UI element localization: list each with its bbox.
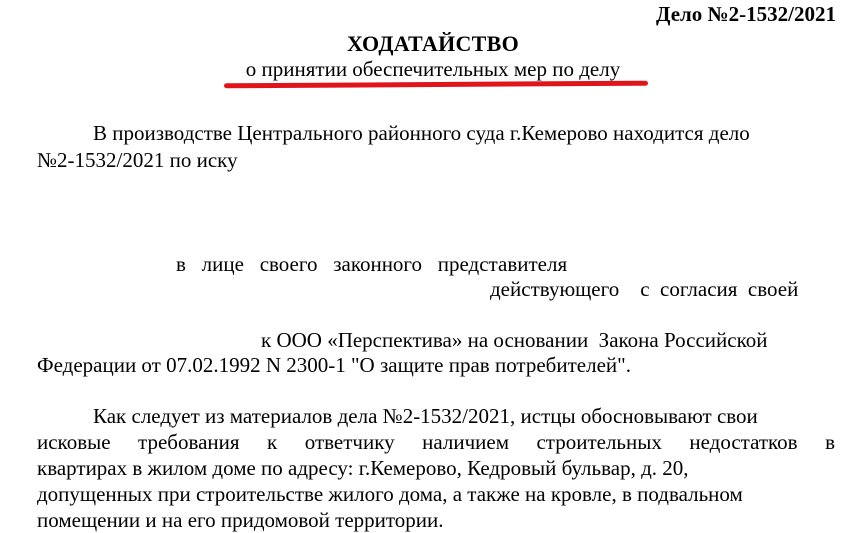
paragraph-3-line-2: Федерации от 07.02.1992 N 2300-1 "О защите прав потребителей". [37, 353, 631, 377]
paragraph-1-line-1: В производстве Центрального районного суда г.Кемерово находится дело [93, 121, 750, 145]
paragraph-4-line-3: квартирах в жилом доме по адресу: г.Кемерово, Кедровый бульвар, д. 20, [37, 456, 689, 480]
paragraph-2-line-2: действующего с согласия своей [490, 277, 799, 301]
paragraph-4-line-5: помещении и на его придомовой территории. [37, 508, 444, 532]
document-title: ХОДАТАЙСТВО [346, 31, 520, 56]
paragraph-3-line-1: к ООО «Перспектива» на основании Закона Российской [261, 328, 768, 352]
paragraph-4-line-1: Как следует из материалов дела №2-1532/2021, истцы обосновывают свои [93, 404, 758, 428]
case-number: Дело №2-1532/2021 [656, 2, 836, 26]
paragraph-4-line-4: допущенных при строительстве жилого дома, а также на кровле, в подвальном [37, 482, 743, 506]
paragraph-4-line-2: исковые требования к ответчику наличием строительных недостатков в [37, 430, 835, 454]
red-underline-annotation [224, 81, 648, 89]
paragraph-1-line-2: №2-1532/2021 по иску [37, 148, 238, 172]
paragraph-2-line-1: в лице своего законного представителя [176, 252, 568, 276]
document-subtitle: о принятии обеспечительных мер по делу [245, 57, 621, 81]
